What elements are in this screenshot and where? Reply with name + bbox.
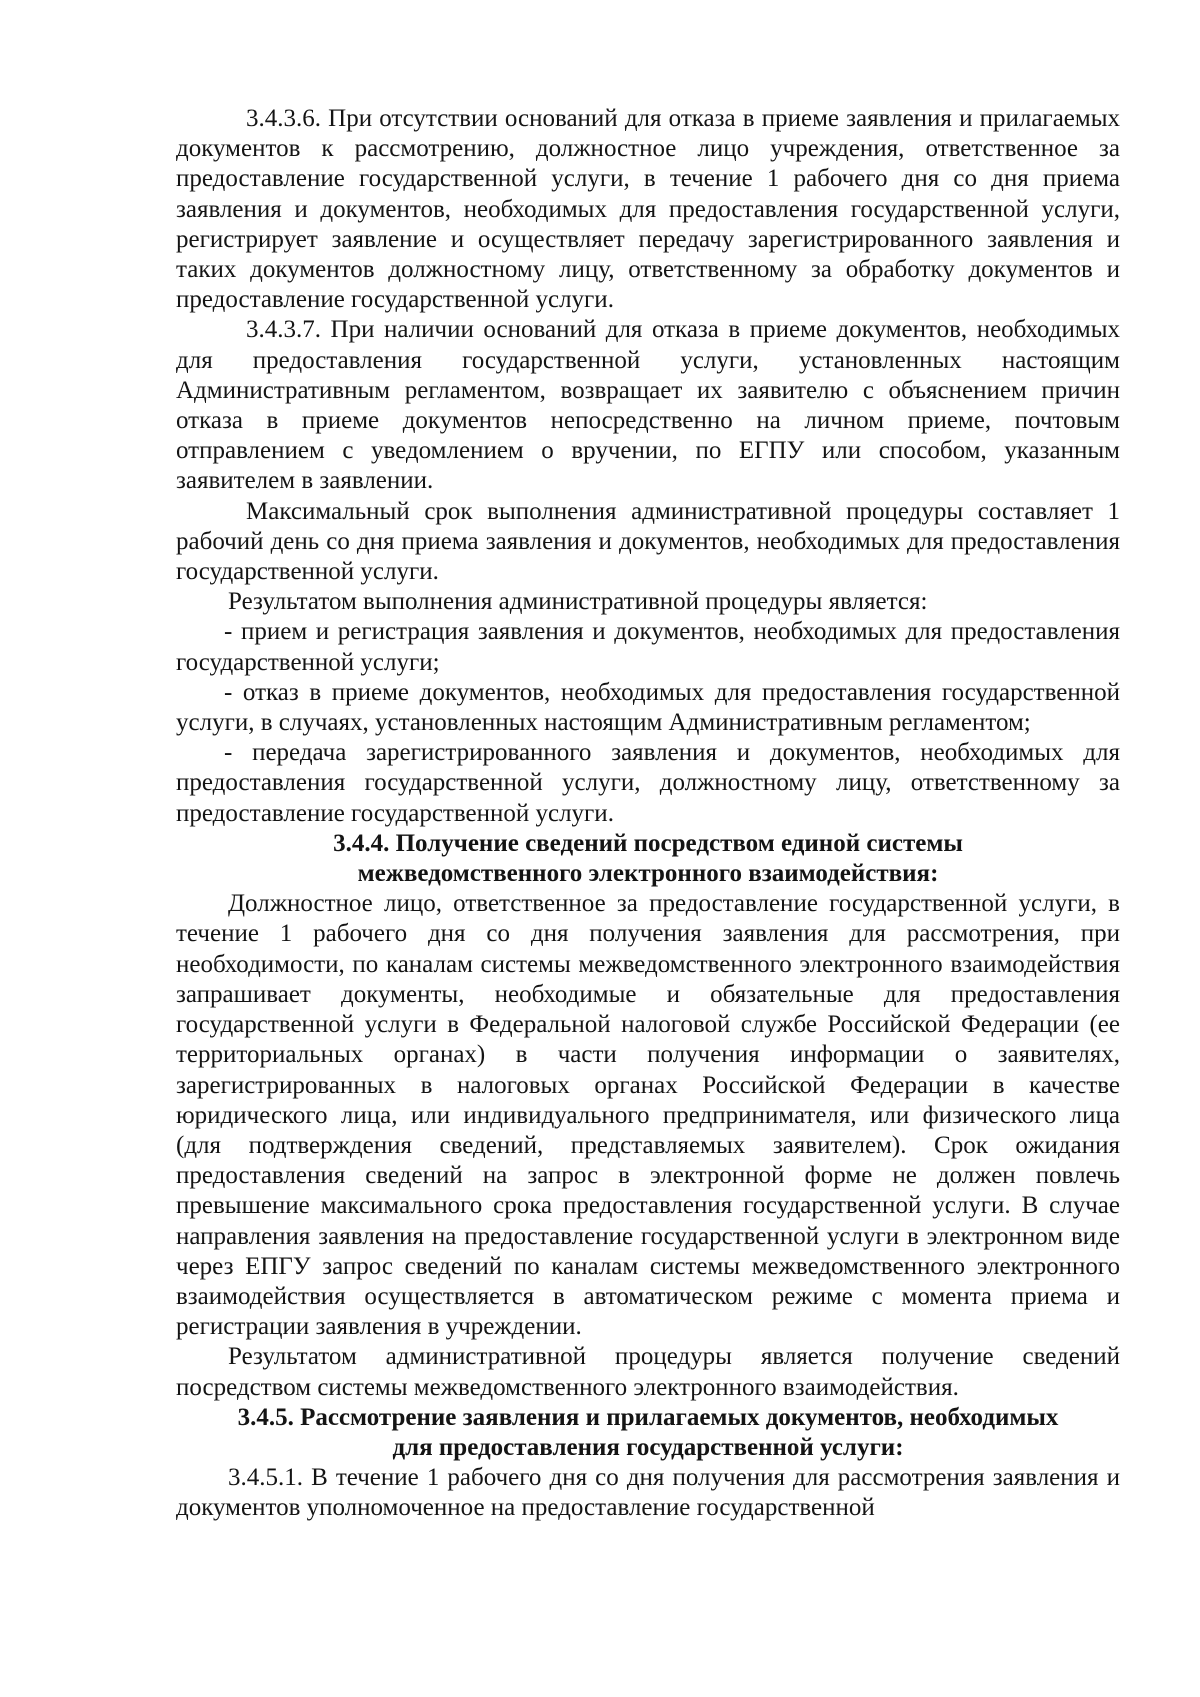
paragraph-max-term: Максимальный срок выполнения административной процедуры составляет 1 рабочий день со дня приема заявления и документов, необходимых для предоставления государственной услуги. <box>176 497 1120 586</box>
document-page <box>176 104 1120 1524</box>
list-item-transfer: - передача зарегистрированного заявления и документов, необходимых для предоставления государственной услуги, должностному лицу, ответственному за предоставление государственной услуги. <box>176 739 1120 827</box>
section-heading-3-4-5 <box>176 1403 1120 1463</box>
heading-line: межведомственного электронного взаимодействия: <box>357 860 939 888</box>
list-item-refusal: - отказ в приеме документов, необходимых для предоставления государственной услуги, в случаях, установленных настоящим Административным регламентом; <box>176 678 1120 737</box>
paragraph-3-4-3-7: 3.4.3.7. При наличии оснований для отказа в приеме документов, необходимых для предоставления государственной услуги, установленных настоящим Административным регламентом, возвращает их заявителю с объяснением причин отказа в приеме документов непосредственно на личном приеме, почтовым отправлением с уведомлением о вручении, по ЕГПУ или способом, указанным заявителем в заявлении. <box>176 316 1120 495</box>
section-heading-3-4-4 <box>176 829 1120 889</box>
paragraph-3-4-4-body: Должностное лицо, ответственное за предоставление государственной услуги, в течение 1 рабочего дня со дня получения заявления для рассмотрения, при необходимости, по каналам системы межведомственного электронного взаимодействия запрашивает документы, необходимые и обязательные для предоставления государственной услуги в Федеральной налоговой службе Российской Федерации (ее территориальных органах) в части получения информации о заявителях, зарегистрированных в налоговых органах Российской Федерации в качестве юридического лица, или индивидуального предпринимателя, или физического лица (для подтверждения сведений, представляемых заявителем). Срок ожидания предоставления сведений на запрос в электронной форме не должен повлечь превышение максимального срока предоставления государственной услуги. В случае направления заявления на предоставление государственной услуги в электронном виде через ЕПГУ запрос сведений по каналам системы межведомственного электронного взаимодействия осуществляется в автоматическом режиме с момента приема и регистрации заявления в учреждении. <box>176 890 1120 1341</box>
heading-line: 3.4.4. Получение сведений посредством единой системы <box>333 829 963 857</box>
heading-line: 3.4.5. Рассмотрение заявления и прилагаемых документов, необходимых <box>237 1403 1059 1431</box>
paragraph-3-4-4-result: Результатом административной процедуры является получение сведений посредством системы межведомственного электронного взаимодействия. <box>176 1343 1120 1401</box>
list-item-reception: - прием и регистрация заявления и документов, необходимых для предоставления государственной услуги; <box>176 618 1120 676</box>
paragraph-3-4-3-6: 3.4.3.6. При отсутствии оснований для отказа в приеме заявления и прилагаемых документов к рассмотрению, должностное лицо учреждения, ответственное за предоставление государственной услуги, в течение 1 рабочего дня со дня приема заявления и документов, необходимых для предоставления государственной услуги, регистрирует заявление и осуществляет передачу зарегистрированного заявления и таких документов должностному лицу, ответственному за обработку документов и предоставление государственной услуги. <box>176 105 1120 314</box>
paragraph-3-4-5-1: 3.4.5.1. В течение 1 рабочего дня со дня получения для рассмотрения заявления и документов уполномоченное на предоставление государственной <box>176 1464 1120 1522</box>
heading-line: для предоставления государственной услуги: <box>392 1433 904 1461</box>
paragraph-result-intro: Результатом выполнения административной процедуры является: <box>228 588 928 616</box>
